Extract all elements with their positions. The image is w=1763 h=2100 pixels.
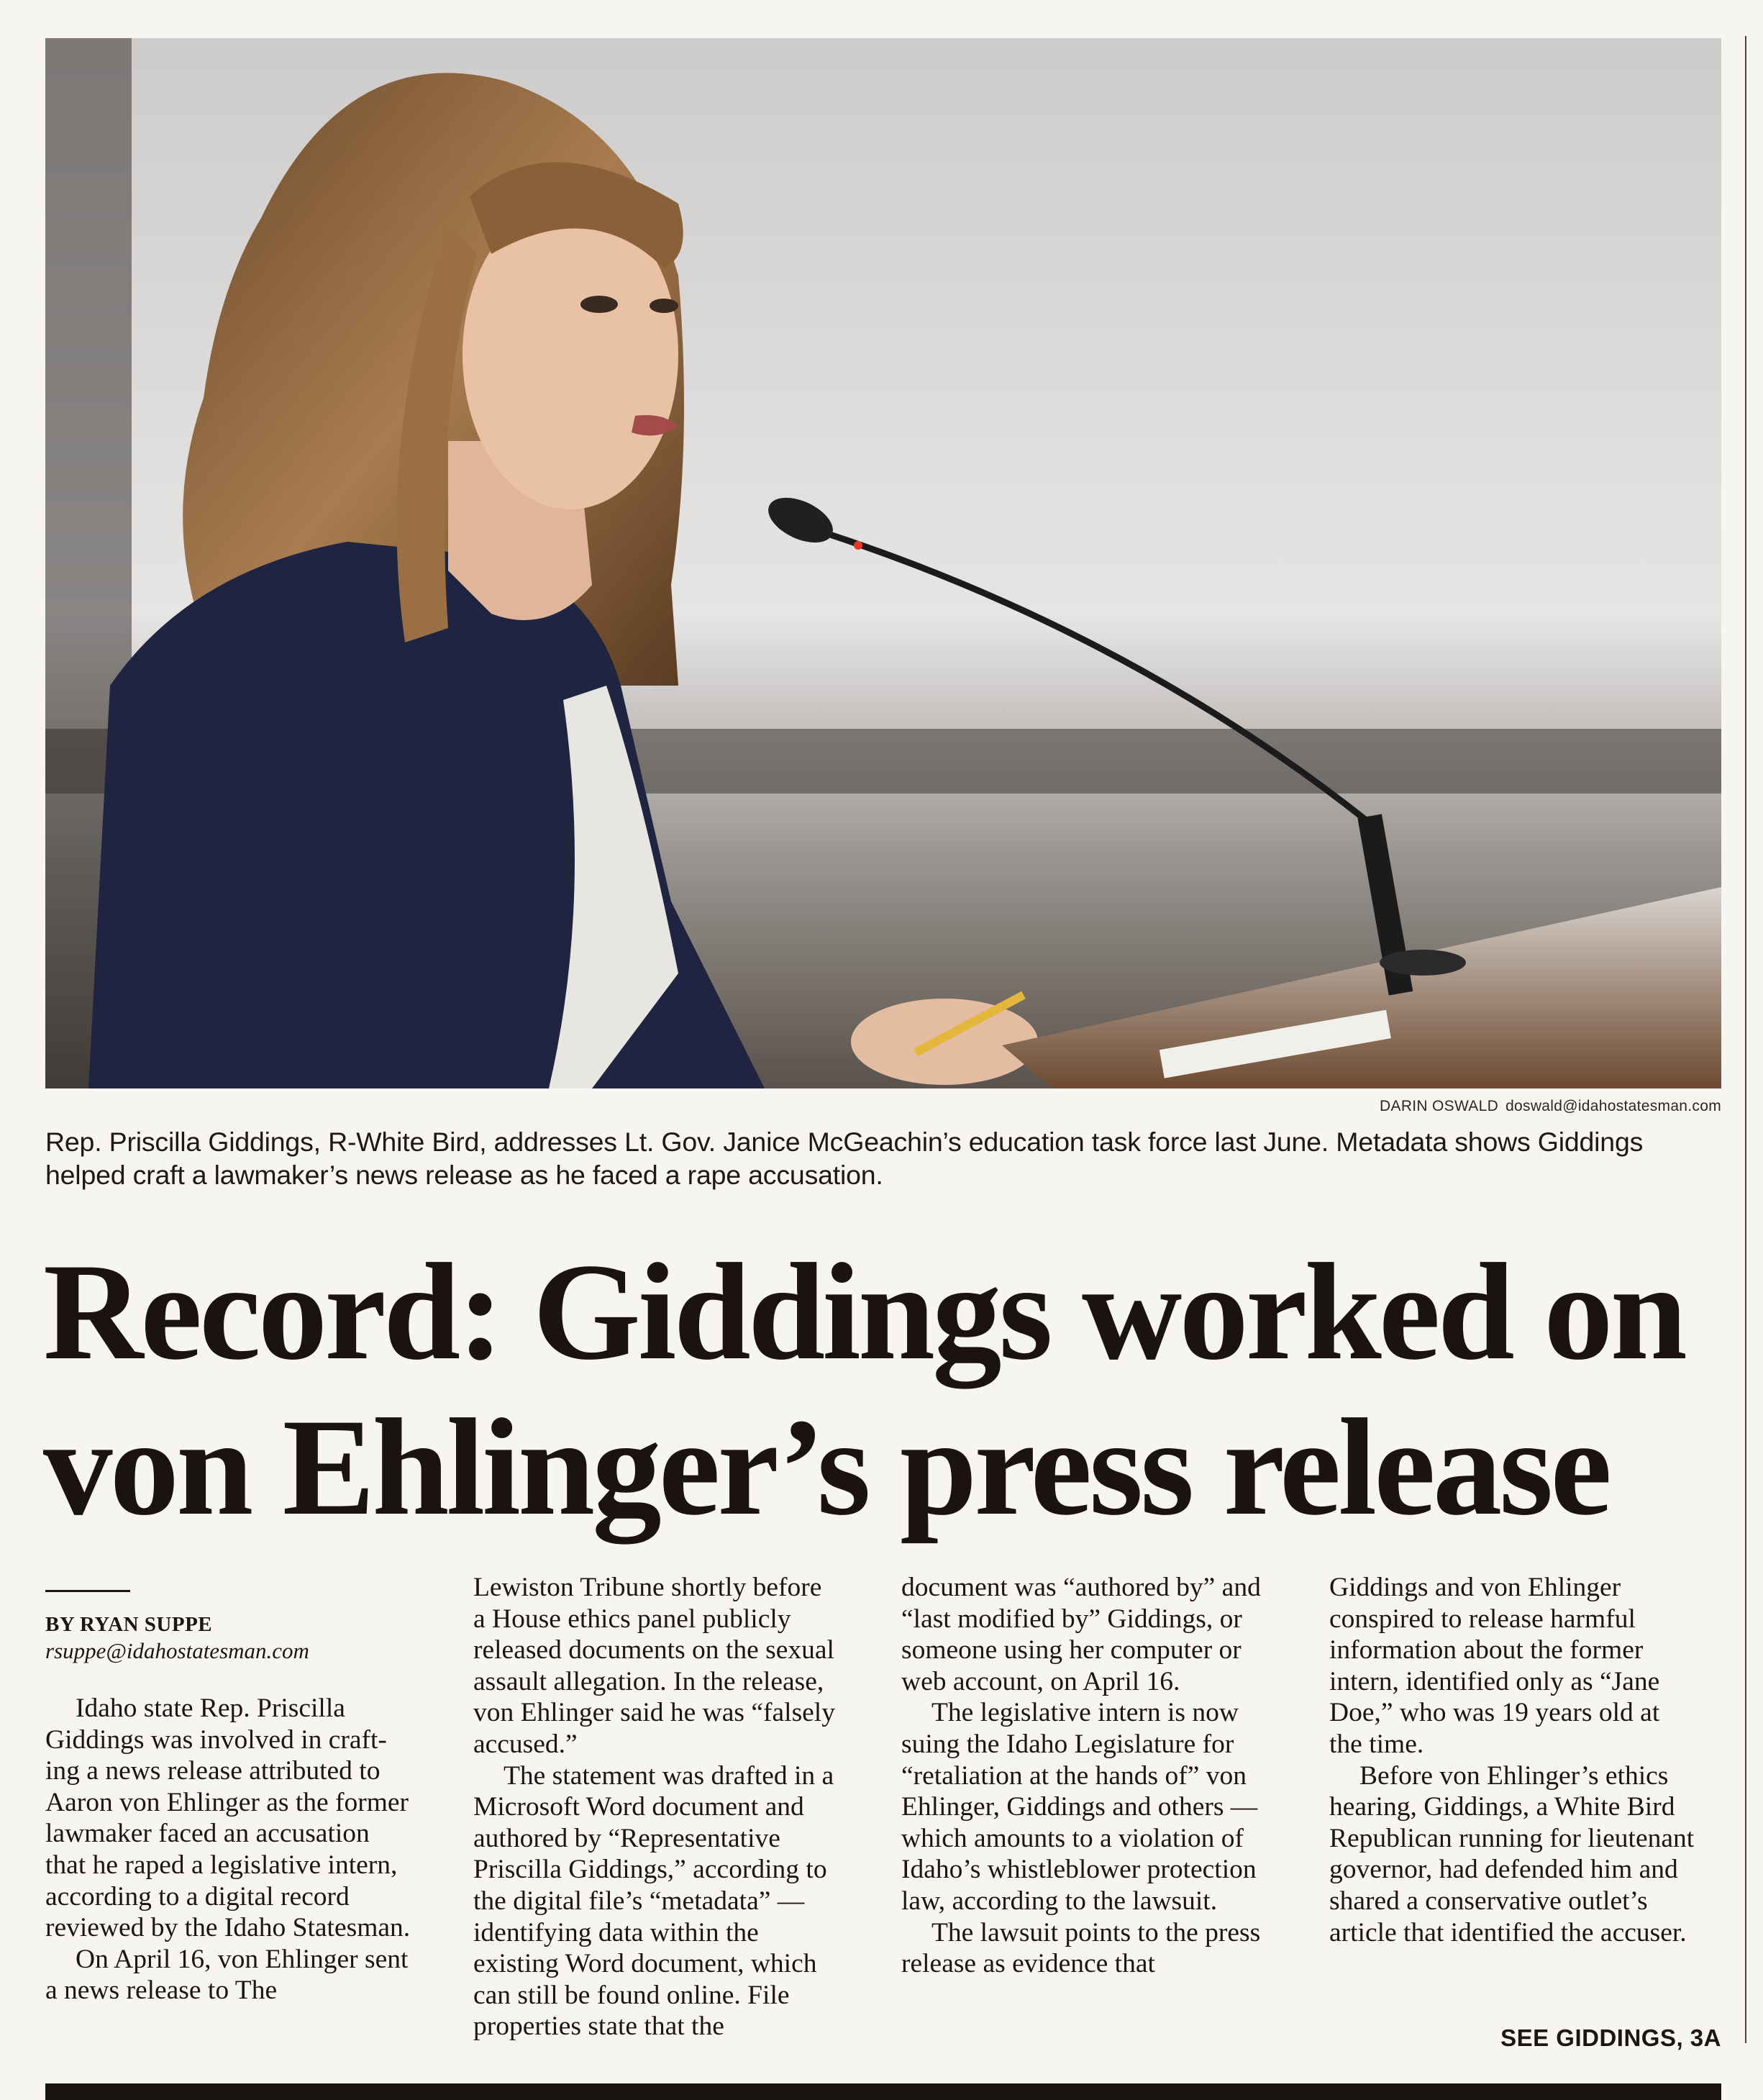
column-rule (1745, 36, 1746, 2043)
photo-credit-email: doswald@idahostatesman.com (1505, 1098, 1721, 1114)
lead-photo (45, 38, 1721, 1088)
paragraph: The lawsuit points to the press release as evidence that (901, 1917, 1261, 1979)
jump-line[interactable]: SEE GIDDINGS, 3A (1500, 2024, 1721, 2051)
article-column-4 (1329, 1572, 1696, 1948)
paragraph: Giddings and von Ehlinger conspired to release harmful information about the former intern, identified only as “Jane Doe,” who was 19 years old at the time. (1329, 1573, 1660, 1759)
bottom-bar (45, 2083, 1721, 2100)
paragraph: The statement was drafted in a Microsoft Word document and authored by “Representative Priscilla Giddings,” according to the digital file’s “metadata” — identifying data within the existing Word document, which can still be found online. File properties state that the (473, 1760, 834, 2042)
photo-credit (1380, 1098, 1721, 1115)
byline-author: BY RYAN SUPPE (45, 1613, 213, 1636)
photo-caption: Rep. Priscilla Giddings, R-White Bird, addresses Lt. Gov. Janice McGeachin’s education task force last June. Metadata shows Giddings helped craft a lawmaker’s news release as he faced a rape accusation. (45, 1127, 1644, 1190)
byline-rule (45, 1590, 130, 1592)
headline-line-2: von Ehlinger’s press release (43, 1390, 1610, 1544)
article-column-3 (901, 1572, 1268, 1980)
byline-email: rsuppe@idahostatesman.com (45, 1638, 309, 1663)
article-column-2 (473, 1572, 840, 2042)
article-column-1 (45, 1590, 412, 2006)
speaker-at-podium-illustration (45, 38, 1721, 1088)
headline-line-1: Record: Giddings worked on (43, 1235, 1685, 1388)
paragraph: document was “authored by” and “last modified by” Giddings, or someone using her computer or web account, on April 16. (901, 1573, 1261, 1696)
paragraph: On April 16, von Ehlinger sent a news release to The (45, 1944, 409, 2006)
paragraph: The legislative intern is now suing the Idaho Legislature for “retaliation at the hands of” von Ehlinger, Giddings and others — which amounts to a violation of Idaho’s whistleblower protection law, according to the lawsuit. (901, 1698, 1258, 1916)
paragraph: Lewiston Tribune shortly before a House ethics panel publicly released documents on the sexual assault allegation. In the release, von Ehlinger said he was “falsely accused.” (473, 1573, 835, 1759)
paragraph: Before von Ehlinger’s ethics hearing, Giddings, a White Bird Republican running for lieutenant governor, had defended him and shared a conservative outlet’s article that identified the accuser. (1329, 1760, 1695, 1947)
paragraph: Idaho state Rep. Priscilla Giddings was involved in crafting a news release attributed to Aaron von Ehlinger as the former lawmaker faced an accusation that he raped a legislative intern, according to a digital record reviewed by the Idaho Statesman. (45, 1694, 411, 1943)
headline (43, 1234, 1734, 1545)
photo-credit-name: DARIN OSWALD (1380, 1098, 1499, 1114)
